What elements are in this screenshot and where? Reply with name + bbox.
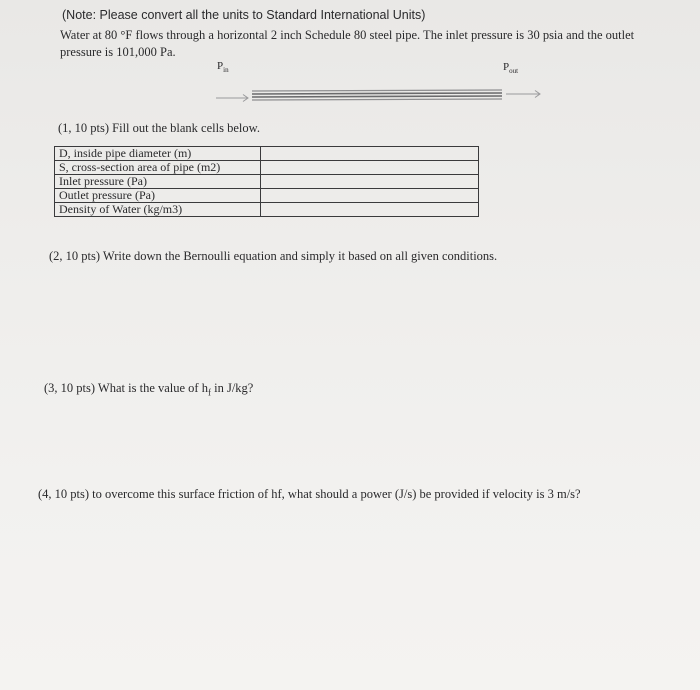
pipe — [252, 90, 502, 100]
table-row — [55, 189, 479, 203]
inlet-pressure-label — [217, 60, 229, 74]
blank-answer-cell[interactable] — [261, 189, 479, 203]
row-label: Density of Water (kg/m3) — [55, 203, 261, 217]
row-label: Inlet pressure (Pa) — [55, 175, 261, 189]
inlet-pressure-subscript: in — [223, 66, 229, 75]
blank-answer-cell[interactable] — [261, 147, 479, 161]
inlet-arrow — [216, 95, 248, 102]
blank-answer-cell[interactable] — [261, 175, 479, 189]
row-label: D, inside pipe diameter (m) — [55, 147, 261, 161]
problem-statement: Water at 80 °F flows through a horizontal 2 inch Schedule 80 steel pipe. The inlet pressure is 30 psia and the outlet pressure is 101,000 Pa. — [60, 28, 635, 59]
pipe-diagram — [210, 82, 550, 104]
inlet-pressure-symbol: P — [217, 60, 224, 72]
table-row — [55, 175, 479, 189]
table-row — [55, 147, 479, 161]
question-2: (2, 10 pts) Write down the Bernoulli equation and simply it based on all given conditions. — [49, 249, 498, 263]
table-row — [55, 203, 479, 217]
outlet-pressure-label — [503, 61, 518, 75]
question-3-text: (3, 10 pts) What is the value of h — [44, 381, 208, 395]
row-label: Outlet pressure (Pa) — [55, 189, 261, 203]
question-3-subscript: f — [207, 387, 211, 398]
question-4: (4, 10 pts) to overcome this surface friction of hf, what should a power (J/s) be provided if velocity is 3 m/s? — [38, 487, 581, 501]
blank-answer-cell[interactable] — [261, 203, 479, 217]
row-label: S, cross-section area of pipe (m2) — [55, 161, 261, 175]
outlet-pressure-symbol: P — [503, 61, 510, 73]
question-1: (1, 10 pts) Fill out the blank cells below. — [58, 121, 260, 135]
units-note: (Note: Please convert all the units to Standard International Units) — [62, 8, 426, 22]
question-3-tail: in J/kg? — [210, 381, 254, 395]
question-3 — [44, 380, 253, 402]
table-body — [55, 147, 479, 217]
outlet-arrow — [506, 91, 540, 98]
table-row — [55, 161, 479, 175]
outlet-pressure-subscript: out — [509, 67, 519, 76]
blank-answer-cell[interactable] — [261, 161, 479, 175]
fill-in-table — [54, 146, 479, 217]
